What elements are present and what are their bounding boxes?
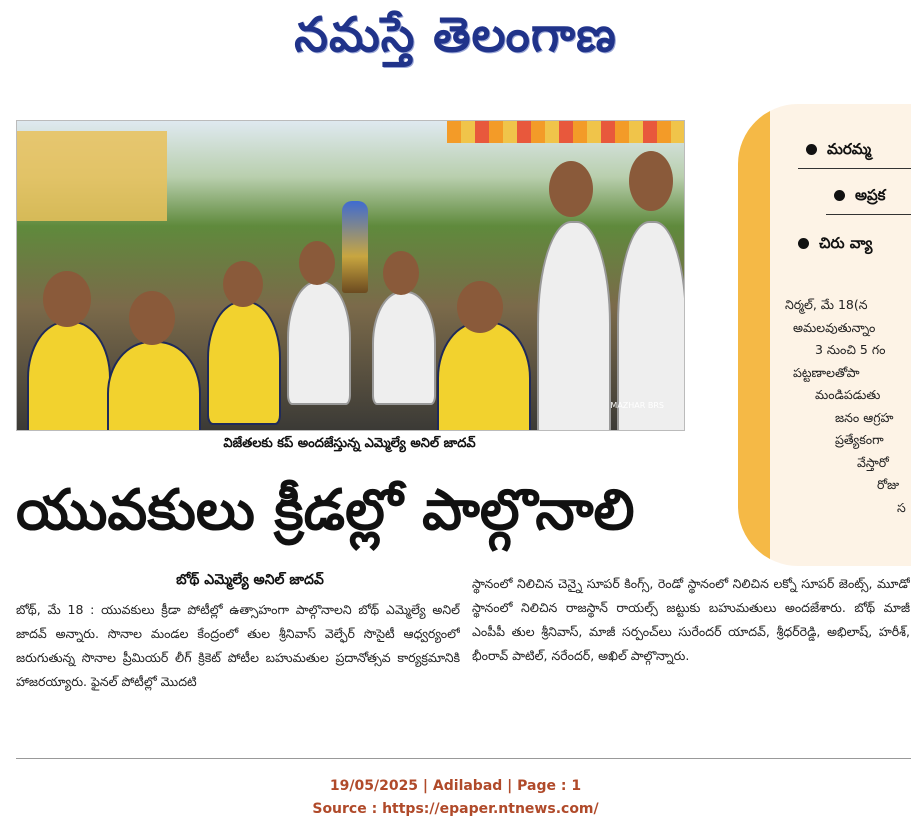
player-figure	[27, 321, 111, 431]
footer-date-line: 19/05/2025 | Adilabad | Page : 1	[329, 778, 582, 794]
player-head	[223, 261, 263, 307]
news-photo	[16, 120, 685, 431]
side-bullet-2: అప్రక	[834, 186, 886, 208]
trophy	[342, 201, 368, 293]
bullet-icon	[806, 144, 817, 155]
decoration-banner	[447, 121, 684, 143]
footer-divider	[16, 758, 911, 759]
newspaper-title: నమస్తే తెలంగాణ	[294, 7, 617, 63]
official-figure	[617, 221, 685, 431]
official-head	[383, 251, 419, 295]
photo-credit: MAZHAR BRS	[610, 401, 664, 410]
photo-caption: విజేతలకు కప్ అందజేస్తున్న ఎమ్మెల్యే అనిల్ జాదవ్	[223, 436, 476, 451]
player-figure	[107, 341, 201, 431]
official-head	[549, 161, 593, 217]
official-figure	[537, 221, 611, 431]
article-column-1: బోథ్, మే 18 : యువకులు క్రీడా పోటీల్లో ఉత్సాహంగా పాల్గొనాలని బోథ్ ఎమ్మెల్యే అనిల్ జాదవ్ అన్నారు. సొనాల మండల కేంద్రంలో తుల శ్రీనివాస్ వెల్ఫేర్ సొసైటీ ఆధ్వర్యంలో జరుగుతున్న సొనాల ప్రీమియర్ లీగ్ క్రికెట్ పోటీల బహుమతుల ప్రదానోత్సవ కార్యక్రమానికి హాజరయ్యారు. ఫైనల్ పోటీల్లో మొదటి	[16, 602, 460, 689]
side-bullet-1: మరమ్మ	[806, 140, 871, 162]
official-head	[629, 151, 673, 211]
side-bullet-3: చిరు వ్యా	[798, 234, 872, 256]
side-body-text: నిర్మల్, మే 18(న అమలవుతున్నాం 3 నుంచి 5 గం పట్టణాలతోపా మండిపడుతు జనం ఆగ్రహ ప్రత్యేకంగా వేస్తారో రోజు స	[785, 297, 906, 515]
player-figure	[207, 301, 281, 425]
official-head	[299, 241, 335, 285]
byline: బోథ్ ఎమ్మెల్యే అనిల్ జాదవ్	[176, 572, 324, 588]
background-wall	[17, 131, 167, 221]
masthead	[0, 0, 911, 82]
side-teaser	[738, 104, 911, 566]
bullet-icon	[798, 238, 809, 249]
footer-source-line[interactable]: Source : https://epaper.ntnews.com/	[312, 801, 599, 817]
official-figure	[372, 291, 436, 405]
bullet-icon	[834, 190, 845, 201]
player-head	[129, 291, 175, 345]
player-head	[457, 281, 503, 333]
official-figure	[287, 281, 351, 405]
player-head	[43, 271, 91, 327]
player-figure	[437, 321, 531, 431]
side-divider	[826, 214, 911, 215]
article-column-2: స్థానంలో నిలిచిన చెన్నై సూపర్ కింగ్స్, రెండో స్థానంలో నిలిచిన లక్నో సూపర్ జెంట్స్, మూడో స్థానంలో నిలిచిన రాజస్థాన్ రాయల్స్ జట్టుకు బహుమతులు అందజేశారు. బోథ్ మాజీ ఎంపీపీ తుల శ్రీనివాస్, మాజీ సర్పంచ్‌లు సురేందర్ యాదవ్, శ్రీధర్‌రెడ్డి, అభిలాష్, హరీశ్, భీంరావ్ పాటిల్, నరేందర్, అఖిల్ పాల్గొన్నారు.	[472, 576, 910, 663]
headline: యువకులు క్రీడల్లో పాల్గొనాలి	[16, 478, 635, 543]
side-divider	[798, 168, 911, 169]
